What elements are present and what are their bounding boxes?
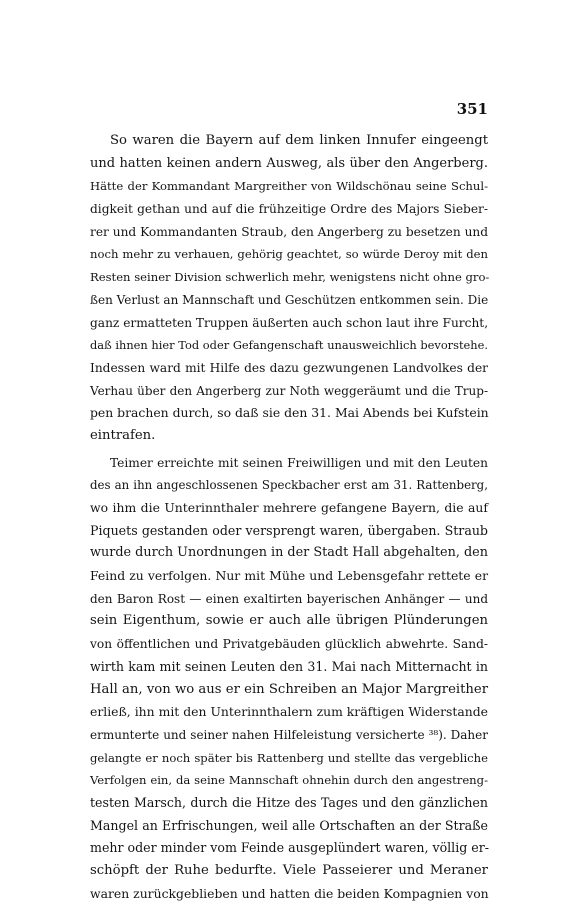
paragraph-2 (90, 452, 488, 906)
text-line: schöpft der Ruhe bedurfte. Viele Passeierer und Meraner (90, 863, 488, 878)
text-line: Resten seiner Division schwerlich mehr, wenigstens nicht ohne gro- (90, 270, 490, 285)
text-line: den Baron Rost — einen exaltirten bayerischen Anhänger — und (90, 591, 488, 606)
text-line: Piquets gestanden oder versprengt waren, übergaben. Straub (90, 522, 488, 538)
text-line: eintrafen. (90, 427, 156, 443)
body-text (90, 130, 488, 905)
text-line: ßen Verlust an Mannschaft und Geschützen entkommen sein. Die (90, 292, 489, 307)
text-line: noch mehr zu verhauen, gehörig geachtet, so würde Deroy mit den (90, 247, 488, 262)
text-line: testen Marsch, durch die Hitze des Tages und den gänzlichen (90, 794, 488, 810)
text-line: von öffentlichen und Privatgebäuden glücklich abwehrte. Sand- (90, 637, 488, 652)
text-line: daß ihnen hier Tod oder Gefangenschaft unausweichlich bevorstehe. (90, 338, 488, 353)
text-line: Teimer erreichte mit seinen Freiwilligen und mit den Leuten (110, 455, 488, 470)
text-line: Hätte der Kommandant Margreither von Wildschönau seine Schul- (90, 179, 488, 194)
text-line: Verhau über den Angerberg zur Noth weggeräumt und die Trup- (90, 383, 488, 398)
page-number: 351 (456, 100, 488, 118)
text-line: Mangel an Erfrischungen, weil alle Ortschaften an der Straße (90, 817, 488, 833)
text-line: Indessen ward mit Hilfe des dazu gezwungenen Landvolkes der (90, 360, 488, 375)
text-line: Verfolgen ein, da seine Mannschaft ohnehin durch den angestreng- (90, 773, 488, 788)
text-line: gelangte er noch später bis Rattenberg und stellte das vergebliche (90, 750, 488, 765)
text-line: waren zurückgeblieben und hatten die beiden Kompagnien von (90, 885, 489, 901)
text-line: rer und Kommandanten Straub, den Angerberg zu besetzen und (90, 224, 489, 239)
text-line: ermunterte und seiner nahen Hilfeleistung versicherte ³⁸). Daher (90, 727, 488, 742)
text-line: Feind zu verfolgen. Nur mit Mühe und Lebensgefahr rettete er (90, 568, 488, 584)
text-line: Hall an, von wo aus er ein Schreiben an Major Margreither (90, 681, 488, 697)
text-line: wirth kam mit seinen Leuten den 31. Mai nach Mitternacht in (90, 658, 488, 674)
text-line: sein Eigenthum, sowie er auch alle übrigen Plünderungen (90, 613, 488, 629)
text-line: pen brachen durch, so daß sie den 31. Mai Abends bei Kufstein (90, 405, 489, 421)
paragraph-1 (90, 130, 488, 448)
text-line: digkeit gethan und auf die frühzeitige Ordre des Majors Sieber- (90, 202, 488, 217)
text-line: wo ihm die Unterinnthaler mehrere gefangene Bayern, die auf (90, 500, 488, 515)
text-line: erließ, ihn mit den Unterinnthalern zum kräftigen Widerstande (90, 704, 488, 720)
text-line: des an ihn angeschlossenen Speckbacher erst am 31. Rattenberg, (90, 478, 488, 493)
text-line: mehr oder minder vom Feinde ausgeplündert waren, völlig er- (90, 840, 490, 856)
text-line: und hatten keinen andern Ausweg, als über den Angerberg. (90, 155, 488, 171)
text-line: wurde durch Unordnungen in der Stadt Hall abgehalten, den (90, 545, 488, 561)
text-line: ganz ermatteten Truppen äußerten auch schon laut ihre Furcht, (90, 315, 489, 330)
text-line: So waren die Bayern auf dem linken Innufer eingeengt (110, 133, 488, 148)
